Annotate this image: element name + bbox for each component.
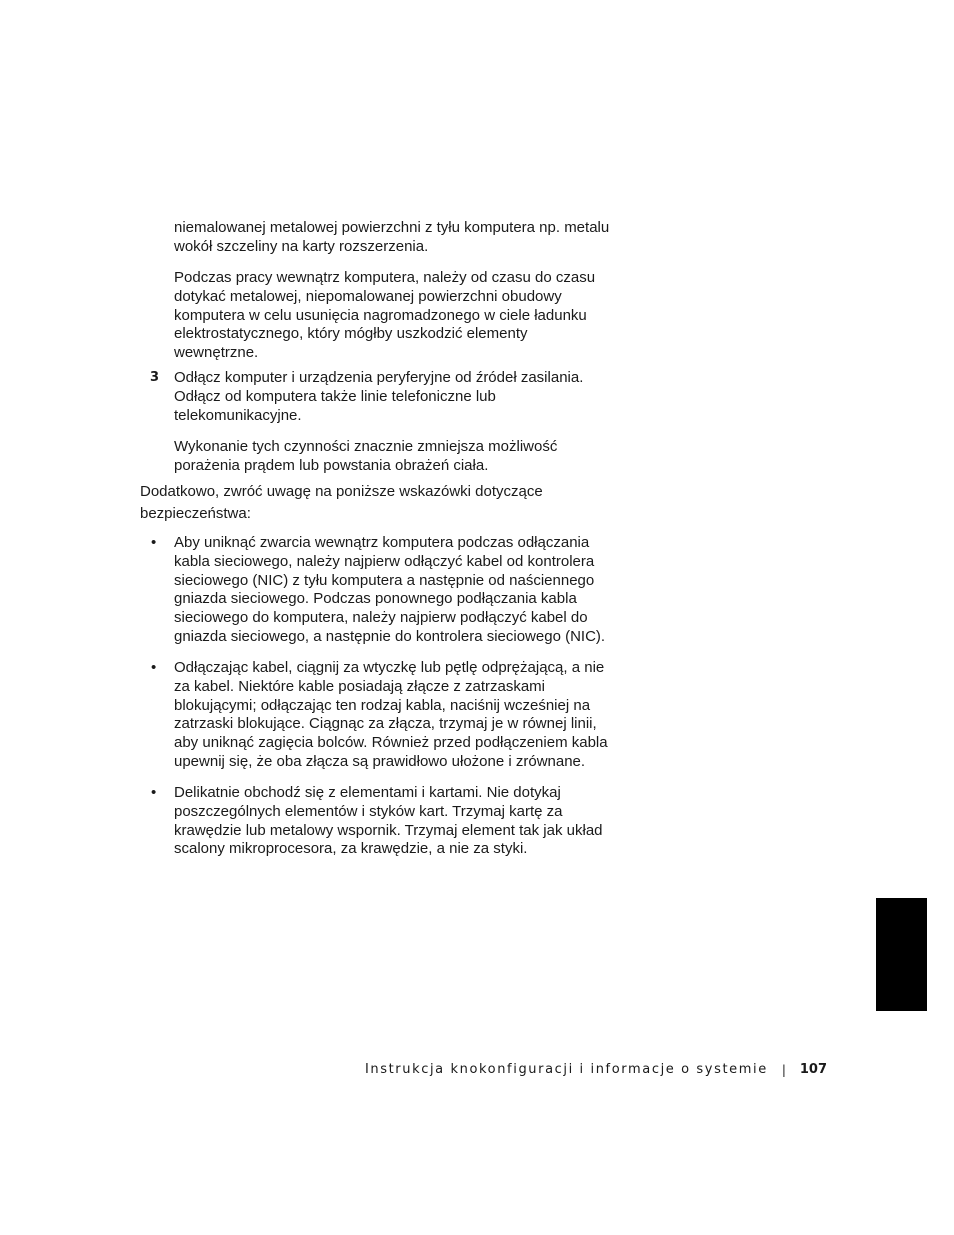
bullet-item-1: Aby uniknąć zwarcia wewnątrz komputera podczas odłączania kabla sieciowego, należy najpierw odłączyć kabel od kontrolera sieciowego (NIC) z tyłu komputera a następnie od naściennego gniazda sieciowego. Podczas ponownego podłączania kabla sieciowego do komputera, należy najpierw podłączyć kabel do gniazda sieciowego, a następnie do kontrolera sieciowego (NIC). [174, 534, 606, 645]
safety-intro: Dodatkowo, zwróć uwagę na poniższe wskazówki dotyczące bezpieczeństwa: [140, 483, 543, 522]
bullet-marker: • [151, 534, 157, 551]
page-footer [365, 1061, 827, 1079]
footer-title: Instrukcja knokonfiguracji i informacje o systemie [364, 1062, 768, 1077]
thumb-index-tab [876, 898, 927, 1011]
bullet-marker: • [151, 659, 157, 676]
step-3-text: Odłącz komputer i urządzenia peryferyjne od źródeł zasilania. Odłącz od komputera także linie telefoniczne lub telekomunikacyjne. [174, 369, 584, 424]
continuation-paragraph-1: niemalowanej metalowej powierzchni z tyłu komputera np. metalu wokół szczeliny na karty rozszerzenia. [174, 219, 610, 255]
page-number: 107 [799, 1062, 827, 1077]
bullet-marker: • [151, 784, 157, 801]
footer-separator: | [781, 1063, 786, 1077]
step-number-3: 3 [150, 370, 160, 385]
bullet-item-3: Delikatnie obchodź się z elementami i kartami. Nie dotykaj poszczególnych elementów i styków kart. Trzymaj kartę za krawędzie lub metalowy wspornik. Trzymaj element tak jak układ scalony mikroprocesora, za krawędzie, a nie za styki. [174, 784, 603, 858]
bullet-item-2: Odłączając kabel, ciągnij za wtyczkę lub pętlę odprężającą, a nie za kabel. Niektóre kable posiadają złącze z zatrzaskami blokującymi; odłączając ten rodzaj kabla, naciśnij wcześniej na zatrzaski blokujące. Ciągnąc za złącza, trzymaj je w równej linii, aby uniknąć zagięcia bolców. Również przed podłączeniem kabla upewnij się, że oba złącza są prawidłowo ułożone i zrównane. [174, 659, 608, 770]
step-3-note: Wykonanie tych czynności znacznie zmniejsza możliwość porażenia prądem lub powstania obrażeń ciała. [174, 438, 558, 474]
continuation-paragraph-2: Podczas pracy wewnątrz komputera, należy od czasu do czasu dotykać metalowej, niepomalowanej powierzchni obudowy komputera w celu usunięcia nagromadzonego w ciele ładunku elektrostatycznego, który mógłby uszkodzić elementy wewnętrzne. [174, 269, 596, 362]
